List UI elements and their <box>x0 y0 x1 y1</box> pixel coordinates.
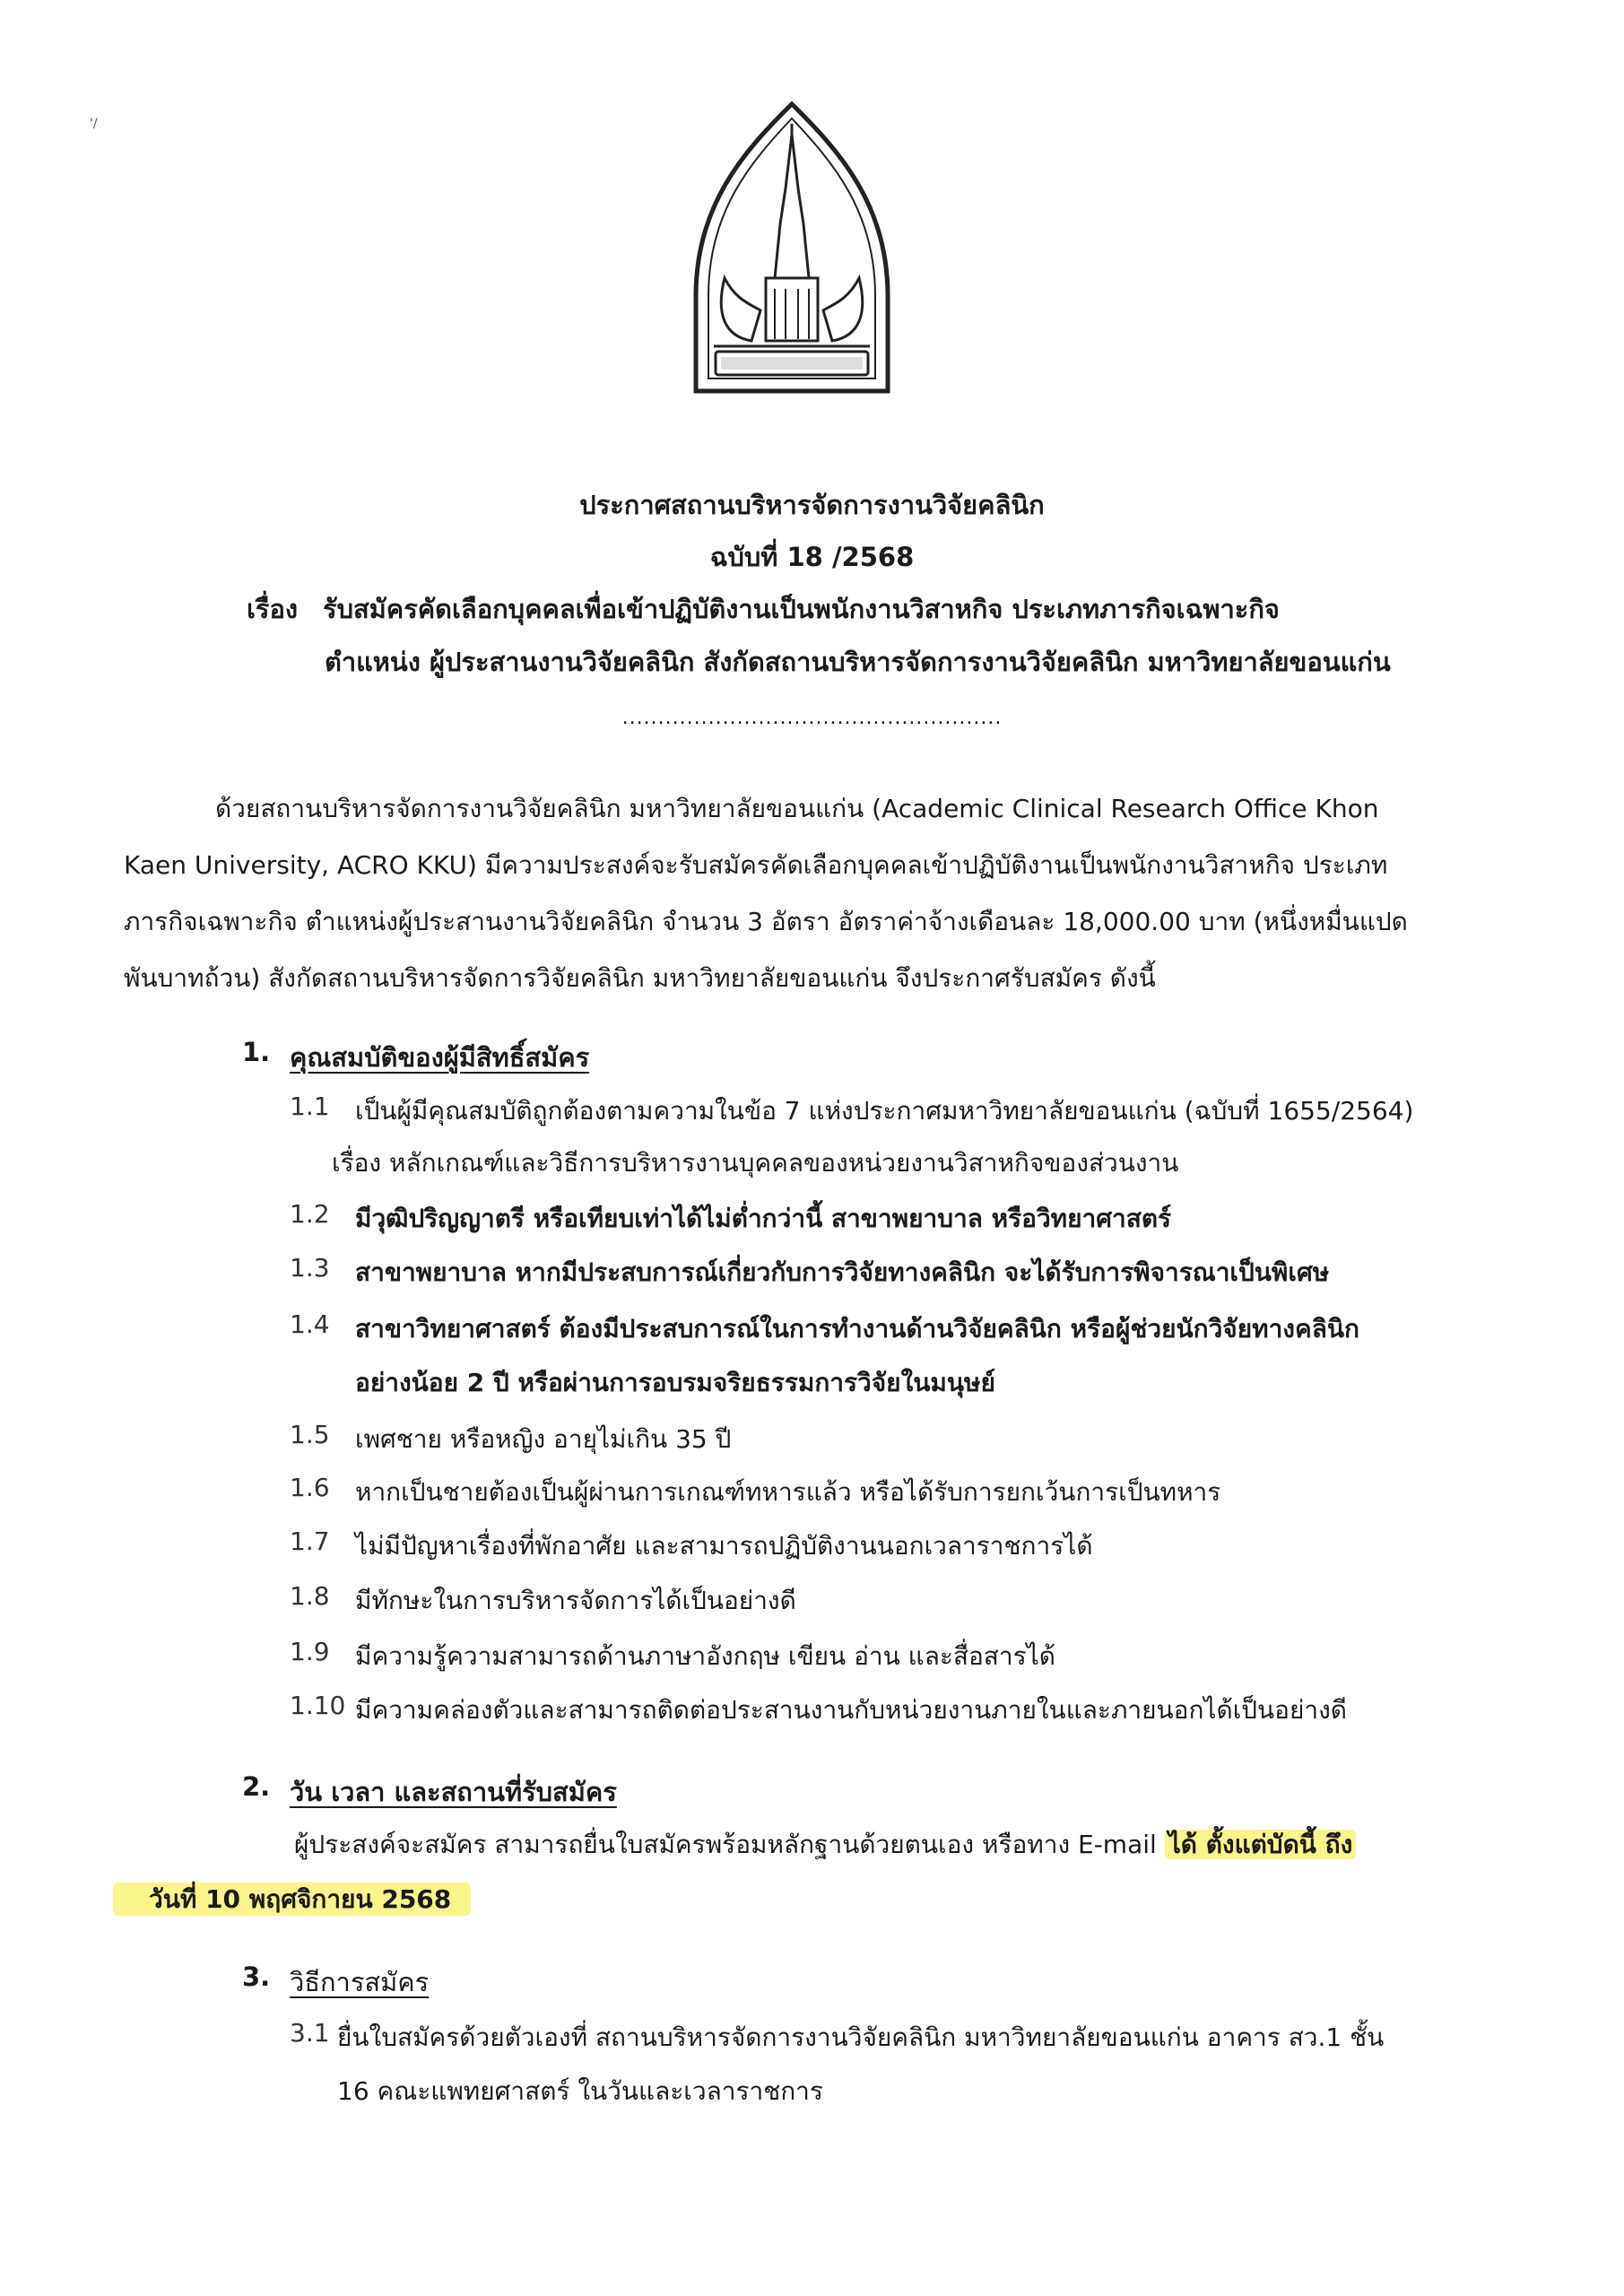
section-3-number: 3. <box>242 1961 271 1992</box>
section-2-line-1 <box>294 1825 1356 1865</box>
seal-graphic <box>689 99 895 404</box>
section-2-line-2 <box>113 1880 471 1919</box>
item-1-2-number: 1.2 <box>290 1199 330 1229</box>
intro-line-2: Kaen University, ACRO KKU) มีความประสงค์จะรับสมัครคัดเลือกบุคคลเข้าปฏิบัติงานเป็นพนักงานวิสาหกิจ ประเภท <box>124 850 1388 880</box>
subject-label: เรื่อง <box>247 594 299 624</box>
item-1-8-text: มีทักษะในการบริหารจัดการได้เป็นอย่างดี <box>355 1586 796 1615</box>
item-1-1-line-1: เป็นผู้มีคุณสมบัติถูกต้องตามความในข้อ 7 แห่งประกาศมหาวิทยาลัยขอนแก่น (ฉบับที่ 1655/2564) <box>355 1096 1414 1126</box>
item-3-1-line-1: ยื่นใบสมัครด้วยตัวเองที่ สถานบริหารจัดการงานวิจัยคลินิก มหาวิทยาลัยขอนแก่น อาคาร สว.1 ชั้น <box>337 2022 1385 2052</box>
item-1-6-number: 1.6 <box>290 1473 330 1502</box>
section-2-number: 2. <box>242 1771 271 1802</box>
section-2-line-1-text: ผู้ประสงค์จะสมัคร สามารถยื่นใบสมัครพร้อมหลักฐานด้วยตนเอง หรือทาง E-mail <box>294 1830 1165 1859</box>
item-1-9-text: มีความรู้ความสามารถด้านภาษาอังกฤษ เขียน อ่าน และสื่อสารได้ <box>355 1641 1055 1671</box>
item-1-8-number: 1.8 <box>290 1581 330 1611</box>
item-1-1-number: 1.1 <box>290 1091 330 1121</box>
announcement-number: ฉบับที่ 18 /2568 <box>709 542 915 572</box>
item-1-6-text: หากเป็นชายต้องเป็นผู้ผ่านการเกณฑ์ทหารแล้ว หรือได้รับการยกเว้นการเป็นทหาร <box>355 1477 1221 1507</box>
item-1-4-line-2: อย่างน้อย 2 ปี หรือผ่านการอบรมจริยธรรมการวิจัยในมนุษย์ <box>355 1368 995 1397</box>
item-3-1-number: 3.1 <box>290 2018 330 2048</box>
item-1-7-text: ไม่มีปัญหาเรื่องที่พักอาศัย และสามารถปฏิบัติงานนอกเวลาราชการได้ <box>355 1531 1093 1561</box>
item-1-4-number: 1.4 <box>290 1309 330 1339</box>
section-3-title: วิธีการสมัคร <box>290 1967 430 1997</box>
item-1-1-line-2: เรื่อง หลักเกณฑ์และวิธีการบริหารงานบุคคลของหน่วยงานวิสาหกิจของส่วนงาน <box>332 1148 1179 1178</box>
item-1-10-text: มีความคล่องตัวและสามารถติดต่อประสานงานกับหน่วยงานภายในและภายนอกได้เป็นอย่างดี <box>355 1695 1347 1725</box>
section-1-title: คุณสมบัติของผู้มีสิทธิ์สมัคร <box>290 1042 590 1073</box>
item-1-2-text: มีวุฒิปริญญาตรี หรือเทียบเท่าได้ไม่ต่ำกว่านี้ สาขาพยาบาล หรือวิทยาศาสตร์ <box>355 1204 1172 1233</box>
intro-line-3: ภารกิจเฉพาะกิจ ตำแหน่งผู้ประสานงานวิจัยคลินิก จำนวน 3 อัตรา อัตราค่าจ้างเดือนละ 18,000.00 บาท (หนึ่งหมื่นแปด <box>124 907 1408 936</box>
header-divider: ..................................................... <box>621 707 1003 729</box>
item-1-3-text: สาขาพยาบาล หากมีประสบการณ์เกี่ยวกับการวิจัยทางคลินิก จะได้รับการพิจารณาเป็นพิเศษ <box>355 1257 1330 1287</box>
item-3-1-line-2: 16 คณะแพทยศาสตร์ ในวันและเวลาราชการ <box>337 2076 823 2106</box>
intro-line-1: ด้วยสถานบริหารจัดการงานวิจัยคลินิก มหาวิทยาลัยขอนแก่น (Academic Clinical Research Office Khon <box>215 794 1379 823</box>
section-2-deadline-highlight-1: ได้ ตั้งแต่บัดนี้ ถึง <box>1165 1830 1357 1859</box>
item-1-5-number: 1.5 <box>290 1420 330 1449</box>
announcement-title: ประกาศสถานบริหารจัดการงานวิจัยคลินิก <box>579 490 1045 520</box>
scan-mark: '/ <box>90 117 98 131</box>
item-1-4-line-1: สาขาวิทยาศาสตร์ ต้องมีประสบการณ์ในการทำงานด้านวิจัยคลินิก หรือผู้ช่วยนักวิจัยทางคลินิก <box>355 1314 1359 1344</box>
item-1-7-number: 1.7 <box>290 1526 330 1556</box>
section-2-title: วัน เวลา และสถานที่รับสมัคร <box>290 1777 617 1807</box>
item-1-5-text: เพศชาย หรือหญิง อายุไม่เกิน 35 ปี <box>355 1424 732 1454</box>
section-1-number: 1. <box>242 1037 271 1067</box>
university-seal-logo <box>689 99 895 404</box>
subject-line-1: รับสมัครคัดเลือกบุคคลเพื่อเข้าปฏิบัติงานเป็นพนักงานวิสาหกิจ ประเภทภารกิจเฉพาะกิจ <box>323 594 1280 624</box>
item-1-10-number: 1.10 <box>290 1691 346 1720</box>
subject-line-2: ตำแหน่ง ผู้ประสานงานวิจัยคลินิก สังกัดสถานบริหารจัดการงานวิจัยคลินิก มหาวิทยาลัยขอนแก่น <box>325 647 1391 677</box>
section-2-deadline-highlight-2: วันที่ 10 พฤศจิกายน 2568 <box>113 1883 471 1916</box>
intro-line-4: พันบาทถ้วน) สังกัดสถานบริหารจัดการวิจัยคลินิก มหาวิทยาลัยขอนแก่น จึงประกาศรับสมัคร ดังนี้ <box>124 963 1156 993</box>
item-1-3-number: 1.3 <box>290 1253 330 1283</box>
item-1-9-number: 1.9 <box>290 1637 330 1666</box>
